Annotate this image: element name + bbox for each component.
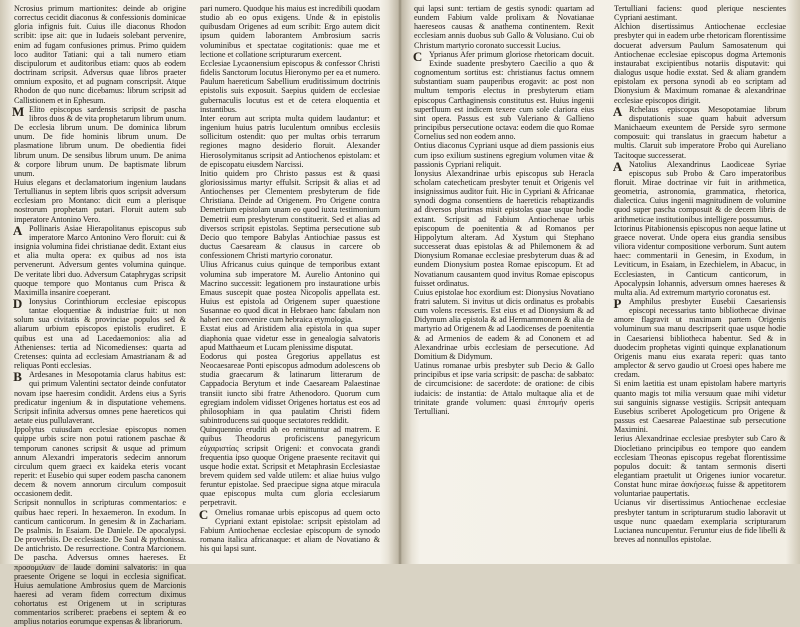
paragraph (200, 114, 380, 169)
paragraph (614, 434, 786, 498)
paragraph-text: Tertulliani faciens: quod plerique nescientes Cypriani aestimant. (614, 4, 786, 23)
paragraph-text: pari numero. Quodque his maius est incredibili quodam studio ab eo opus exigens. Unde & in epistolis quibusdam Origenes ad eum scribit: Ergo autem dicit ipsum quidem laborantem Ambrosium sacris voluminibus et spectatae cogitationis: quae me et lectione et collatione scripturarum exercent. (200, 4, 380, 59)
paragraph-text: Cuius epistolae hoc exordium est: Dionysius Novatiano fratri salutem. Si invitus ut dicis ordinatus es probabis cum volens recesseris. Est eius et ad Dionysium & ad Didymum alia epistola & ad Hermammonem & alia de martyrio ad Origenem & ad Laodicenses de poenitentia & ad Armenios de eadem & ad Cononem et ad Alexandrinae urbis ecclesiam de persecutione. Ad Domitium & Didymum. (414, 287, 594, 361)
paragraph (200, 324, 380, 351)
paragraph-text: Ippolytus cuiusdam ecclesiae episcopus nomen quippe urbis scire non potui rationem paschae & temporum canones scripsit & usque ad primum annum Alexandri imperatoris sedecim annorum circulum quem graeci ex kaideka eteris vocant reperit: et Eusebio qui super eodem pascha canonem decem & novem annorum circulum composuit occasionem dedit. (14, 425, 186, 499)
paragraph-text: Elito episcopus sardensis scripsit de pascha libros duos & de vita prophetarum librum unum. De ecclesia librum unum. De dominica librum unum. De fide hominis librum unum. De plasmatione librum unum. De obedientia fidei librum unum. De sensibus librum unum. De anima & corpore librum unum. De baptismate librum unum. (14, 104, 186, 178)
initial-letter: A (612, 103, 623, 119)
initial-letter: A (612, 158, 623, 174)
paragraph (14, 425, 186, 498)
paragraph-text: Natolius Alexandrinus Laodiceae Syriae episcopus sub Probo & Caro imperatoribus floruit. Mirae doctrinae vir fuit in arithmetica, geometria, astronomia, grammatica, rhetorica, dialectica. Cuius ingenii magnitudinem de volumine quod super pascha composuit & de decem libris de arithmeticae institutionibus intelligere possumus. (614, 159, 786, 224)
paragraph (14, 297, 186, 370)
paragraph (414, 141, 594, 168)
paragraph-text: Ierius Alexandrinae ecclesiae presbyter sub Caro & Diocletiano principibus eo tempore quo eandem ecclesiam Theonas episcopus regebat florentissime populos docuit: & tantam sermonis diserti elegantiam praetulit ut Origenes iunior vocaretur. Constat hunc mirae ἀσκήσεως fuisse & appetitorem voluntariae paupertatis. (614, 434, 786, 499)
paragraph (200, 59, 380, 114)
paragraph-text: Ardesanes in Mesopotamia clarus habitus est: qui primum Valentini sectator deinde confutator novam ipse haeresim condidit. Ardens eius a Syris predicatur ingenium & in disputatione vehemens. Scripsit infinita adversus omnes pene haereticos qui aetate eius pullulaverant. (14, 370, 186, 426)
paragraph-text: Initio quidem pro Christo passus est & quasi gloriosissimus martyr effulsit. Scripsit & alias et ad Antiochenses per Clementem presbyterum de fide Christiana. Deinde ad Origenem. Pro Origene contra Demetrium epistolam unam eo quod iuxta testimonium Demetrii eum presbyterum constituerit. Sed et alias ad diversos scripsit epistolas. Septima persecutione sub Decio quo tempore Babylas Antiochiae passus est ductus Caesaream & clausus in carcere ob confessionem Christi martyrio coronatur. (200, 168, 380, 261)
paragraph-text: Ontius diaconus Cypriani usque ad diem passionis eius cum ipso exilium sustinens egregium volumen vitae & passionis Cypriani reliquit. (414, 141, 594, 169)
right-page-column-a (414, 4, 594, 560)
paragraph-text: Quinquennio eruditi ab eo remittuntur ad matrem. E quibus Theodorus proficiscens panegyricum εὐχαριστίας scripsit Origeni: et convocata grandi frequentia ipso quoque Origene praesente recitavit qui usque hodie extat. Scripsit et Metaphrasin Ecclesiastae brevem quidem sed valde utilem: et aliae huius vulgo feruntur epistolae. Sed praecipue signa atque miracula quae episcopus multa cum gloria ecclesiarum perpetravit. (200, 425, 380, 508)
paragraph (614, 498, 786, 544)
paragraph (200, 508, 380, 554)
paragraph (14, 498, 186, 626)
paragraph-text: Ionysius Alexandrinae urbis episcopus sub Heracla scholam catecheticam presbyter tenuit et Origenis vel insignissimus auditor fuit. Hic in Cypriani & Africanae synodi dogma consentiens de haereticis rebaptizandis ad diversos plurimas misit epistolas quae usque hodie extant. Scripsit ad Fabium Antiochenae urbis episcopum de poenitentia & ad Romanos per Hippolytum alteram. Ad Xystum qui Stephano successerat duas epistolas & ad Philemonem & ad Dionysium Romanae ecclesiae presbyterum duas & ad eundem Dionysium postea Romae episcopum. Et ad Novatianum causantem quod invitus Romae episcopus fuisset ordinatus. (414, 168, 594, 288)
initial-letter: P (613, 296, 622, 311)
paragraph (200, 4, 380, 59)
paragraph (614, 105, 786, 160)
paragraph (200, 425, 380, 507)
paragraph-text: Huius elegans et declamatorium ingenium laudans Tertullianus in septem libris quos scripsit adversum ecclesiam pro Montano: dicit eum a plerisque nostrorum prophetam putari. Floruit autem sub imperatore Antonino Vero. (14, 177, 186, 224)
paragraph-text: Yprianus Afer primum gloriose rhetoricam docuit. Exinde suadente presbytero Caecilio a quo & cognomentum sortitus est: christianus factus omnem substantiam suam pauperibus erogavit: ac post non multum temporis electus in presbyterum etiam episcopus Carthaginensis constitutus est. Huius ingenii superfluum est indicem texere cum sole clariora eius sint opera. Passus est sub Valeriano & Gallieno principibus persecutione octava: eodem die quo Romae Cornelius sed non eodem anno. (414, 49, 594, 142)
paragraph (14, 224, 186, 297)
paragraph-text: Exstat eius ad Aristidem alia epistola in qua super diaphonia quae videtur esse in genealogia salvatoris apud Matthaeum et Lucam plenissime disputat. (200, 324, 380, 352)
paragraph-text: Scripsit nonnullos in scripturas commentarios: e quibus haec reperi. In hexaemeron. In exodum. In canticum canticorum. In genesim & in Zachariam. De psalmis. In Esaiam. De Daniele. De apocalypsi. De proverbiis. De ecclesiaste. De Saul & pythonissa. De antichristo. De resurrectione. Contra Marcionem. De pascha. Adversus omnes haereses. Et προσομιλιαν de laude domini salvatoris: in qua praesente Origene se loqui in ecclesia significat. Huius aemulatione Ambrosius quem de Marcionis haeresi ad veram fidem correctum diximus cohortatus est Origenem ut in scripturas commentarios scriberet: praebens ei septem & eo amplius notarios eorumque expensas & librariorum. (14, 498, 186, 627)
paragraph-text: Ornelius romanae urbis episcopus ad quem octo Cypriani extant epistolae: scripsit epistolam ad Fabium Antiochenae ecclesiae episcopum de synodo romana italica africanaque: et aliam de Novatiano & his qui lapsi sunt. (200, 507, 380, 554)
right-page-column-b (614, 4, 786, 560)
paragraph (614, 160, 786, 224)
paragraph-text: Si enim laetitia est unam epistolam habere martyris quanto magis tot milia versuum quae mihi videtur sui sanguinis signasse vestigiis. Scripsit antequam Eusebius scriberet Apologeticum pro Origene & passus est Caesareae Palaestinae sub persecutione Maximini. (614, 379, 786, 435)
initial-letter: C (198, 506, 209, 522)
paragraph-text: Inter eorum aut scripta multa quidem laudantur: et ingenium huius patris luculentum omnibus ecclesiis sollicitum ostendit: quo per multas orbis terrarum regiones magno desiderio floruit. Alexander Hierosolymitanus scripsit ad Antiochenos epistolam: et de episcopatu eiusdem Narcissi. (200, 113, 380, 169)
paragraph-text: qui lapsi sunt: tertiam de gestis synodi: quartam ad eundem Fabium valde prolixam & Novatianae haereseos causas & anathema continentem. Rexit ecclesiam annis duobus sub Gallo & Volusiano. Cui ob Christum martyrio coronato successit Lucius. (414, 4, 594, 50)
paragraph (14, 4, 186, 105)
initial-letter: A (12, 222, 23, 238)
paragraph (414, 288, 594, 361)
paragraph-text: Ucianus vir disertissimus Antiochenae ecclesiae presbyter tantum in scripturarum studio laboravit ut usque nunc quaedam exemplaria scripturarum Lucianea nuncupentur. Feruntur eius de fide libelli & breves ad nonnullos epistolae. (614, 498, 786, 545)
paragraph-text: Ecclesiae Lycaonensium episcopus & confessor Christi fidelis Sanctorum locutus Hieronymo per ea et numero. Paulum haereticum Sabellium eruditissimum doctrinis epistolis suis exposuit. Saepius quidem de ecclesiae gubernaculis locutus est et de cetera eloquentia et instantibus. (200, 58, 380, 114)
initial-letter: B (13, 369, 22, 385)
paragraph (614, 379, 786, 434)
paragraph-text: Ulius Africanus cuius quinque de temporibus extant volumina sub imperatore M. Aurelio Antonino qui Macrino successit: legationem pro instauratione urbis Emaus suscepit quae postea Nicopolis appellata est. Huius est epistola ad Origenem super quaestione Susannae eo quod dicat in Hebraeo hanc fabulam non haberi nec convenire cum hebraica etymologia. (200, 260, 380, 325)
left-page-column-a (12, 4, 186, 627)
paragraph (14, 105, 186, 178)
paragraph (414, 50, 594, 142)
paragraph (614, 224, 786, 297)
paragraph (200, 169, 380, 261)
initial-letter: D (12, 296, 23, 311)
paragraph-text: Rchelaus episcopus Mesopotamiae librum disputationis suae quam habuit adversum Manichaeum exeuntem de Perside syro sermone composuit: qui translatus in graecum habetur a multis. Claruit sub imperatore Probo qui Aureliano Tacitoque successerat. (614, 104, 786, 160)
paragraph-text: Uatinus romanae urbis presbyter sub Decio & Gallo principibus et ipse varia scripsit: de pascha: de sabbato: de circumcisione: de sacerdote: de oratione: de cibis iudaicis: de instantia: de Attalo multaque alia et de trinitate grande volumen: quasi ἐπιτομήν operis Tertulliani. (414, 361, 594, 416)
paragraph-text: Pollinaris Asiae Hierapolitanus episcopus sub imperatore Marco Antonino Vero floruit: cui & insignia volumina fidei christianae dedit. Extant eius et alia multa opera: ex quibus ad nos ista pervenerunt. Adversum gentes volumina quinque. De veritate libri duo. Adversum Cataphrygas scripsit quoque tempore quo Montanus cum Prisca & Maximilla insanire coeperant. (14, 223, 186, 297)
paragraph (414, 4, 594, 50)
paragraph (414, 361, 594, 416)
paragraph-text: Amphilus presbyter Eusebii Caesariensis episcopi necessarius tanto bibliothecae divinae amore flagravit ut maximam partem Origenis voluminum sua manu descripserit quae usque hodie in Caesariensi bibliotheca habentur. Sed & in duodecim prophetas viginti quinque explanationum Origenis manu eius exarata reperi: quas tanto amplector & servo gaudio ut Croesi opes habere me credam. (614, 297, 786, 380)
paragraph-text: Alchion disertissimus Antiochenae ecclesiae presbyter qui in eadem urbe rhetoricam florentissime docuerat adversum Paulum Samosatenum qui Antiochenae ecclesiae episcopus dogma Artemonis instaurabat excipientibus notariis disputavit: qui dialogus usque hodie exstat. Sed & aliam grandem epistolam ex persona synodi ab eo scriptam ad Dionysium & Maximum romanae & alexandrinae ecclesiae episcopos dirigit. (614, 22, 786, 105)
paragraph-text: Ncrosius primum martionites: deinde ab origine correctus cecidit diaconus & confessionis dominicae gloria infignis fuit. Cuius ille diaconus Rhodon scribit: ipse ait: que in Iudaeis solebant pervenire, enim ad fugam confusiones primus. Primo quidem loco auditor Tatiani: qui a tali numero etiam discipulorum et auditoribus etiam: quos ab eodem doctrinam scripsit. Adversus quae libros praeter omnium exposito, et ad pugnam conscripsit. Atque Rhodon de quo nunc dicebamus: librum scripsit ad Callistionem et in Ephesum. (14, 4, 186, 105)
paragraph (14, 370, 186, 425)
paragraph (414, 169, 594, 288)
paragraph (200, 260, 380, 324)
left-page (0, 0, 396, 627)
paragraph (614, 22, 786, 104)
paragraph (614, 4, 786, 22)
initial-letter: M (12, 103, 25, 119)
paragraph (614, 297, 786, 379)
initial-letter: C (412, 48, 423, 64)
paragraph-text: Eodorus qui postea Gregorius appellatus est Neocaesareae Ponti episcopus admodum adolescens ob studia graecarum & latinarum litterarum de Cappadocia Berytum et inde Caesaream Palaestinae transiit iuncto sibi fratre Athenodoro. Quorum cum egregiam indolem vidisset Origenes hortatus est eos ad philosophiam in qua paulatim Christi fidem subintroducens sui quoque sectatores reddidit. (200, 351, 380, 426)
paragraph-text: Ionysius Corinthiorum ecclesiae episcopus tantae eloquentiae & industriae fuit: ut non solum sua civitatis & provinciae populos sed & aliarum urbium episcopos epistolis erudiret. E quibus est una ad Lacedaemonios: alia ad Athenienses: tertia ad Nicomedienses: quarta ad Cretenses: quinta ad ecclesiam Amastrianam & ad reliquas Ponti ecclesias. (14, 297, 186, 371)
paragraph-text: Ictorinus Pitabionensis episcopus non aeque latine ut graece noverat. Unde opera eius grandia sensibus viliora videntur compositione verborum. Sunt autem haec: commentarii in Genesim, in Exodum, in Leviticum, in Esaiam, in Ezechielem, in Abacuc, in Ecclesiasten, in Canticum canticorum, in Apocalypsin Iohannis, adversum omnes haereses & multa alia. Ad extremum martyrio coronatus est. (614, 223, 786, 297)
left-page-column-b (200, 4, 380, 560)
right-page (404, 0, 800, 564)
paragraph (200, 352, 380, 425)
paragraph (14, 178, 186, 224)
